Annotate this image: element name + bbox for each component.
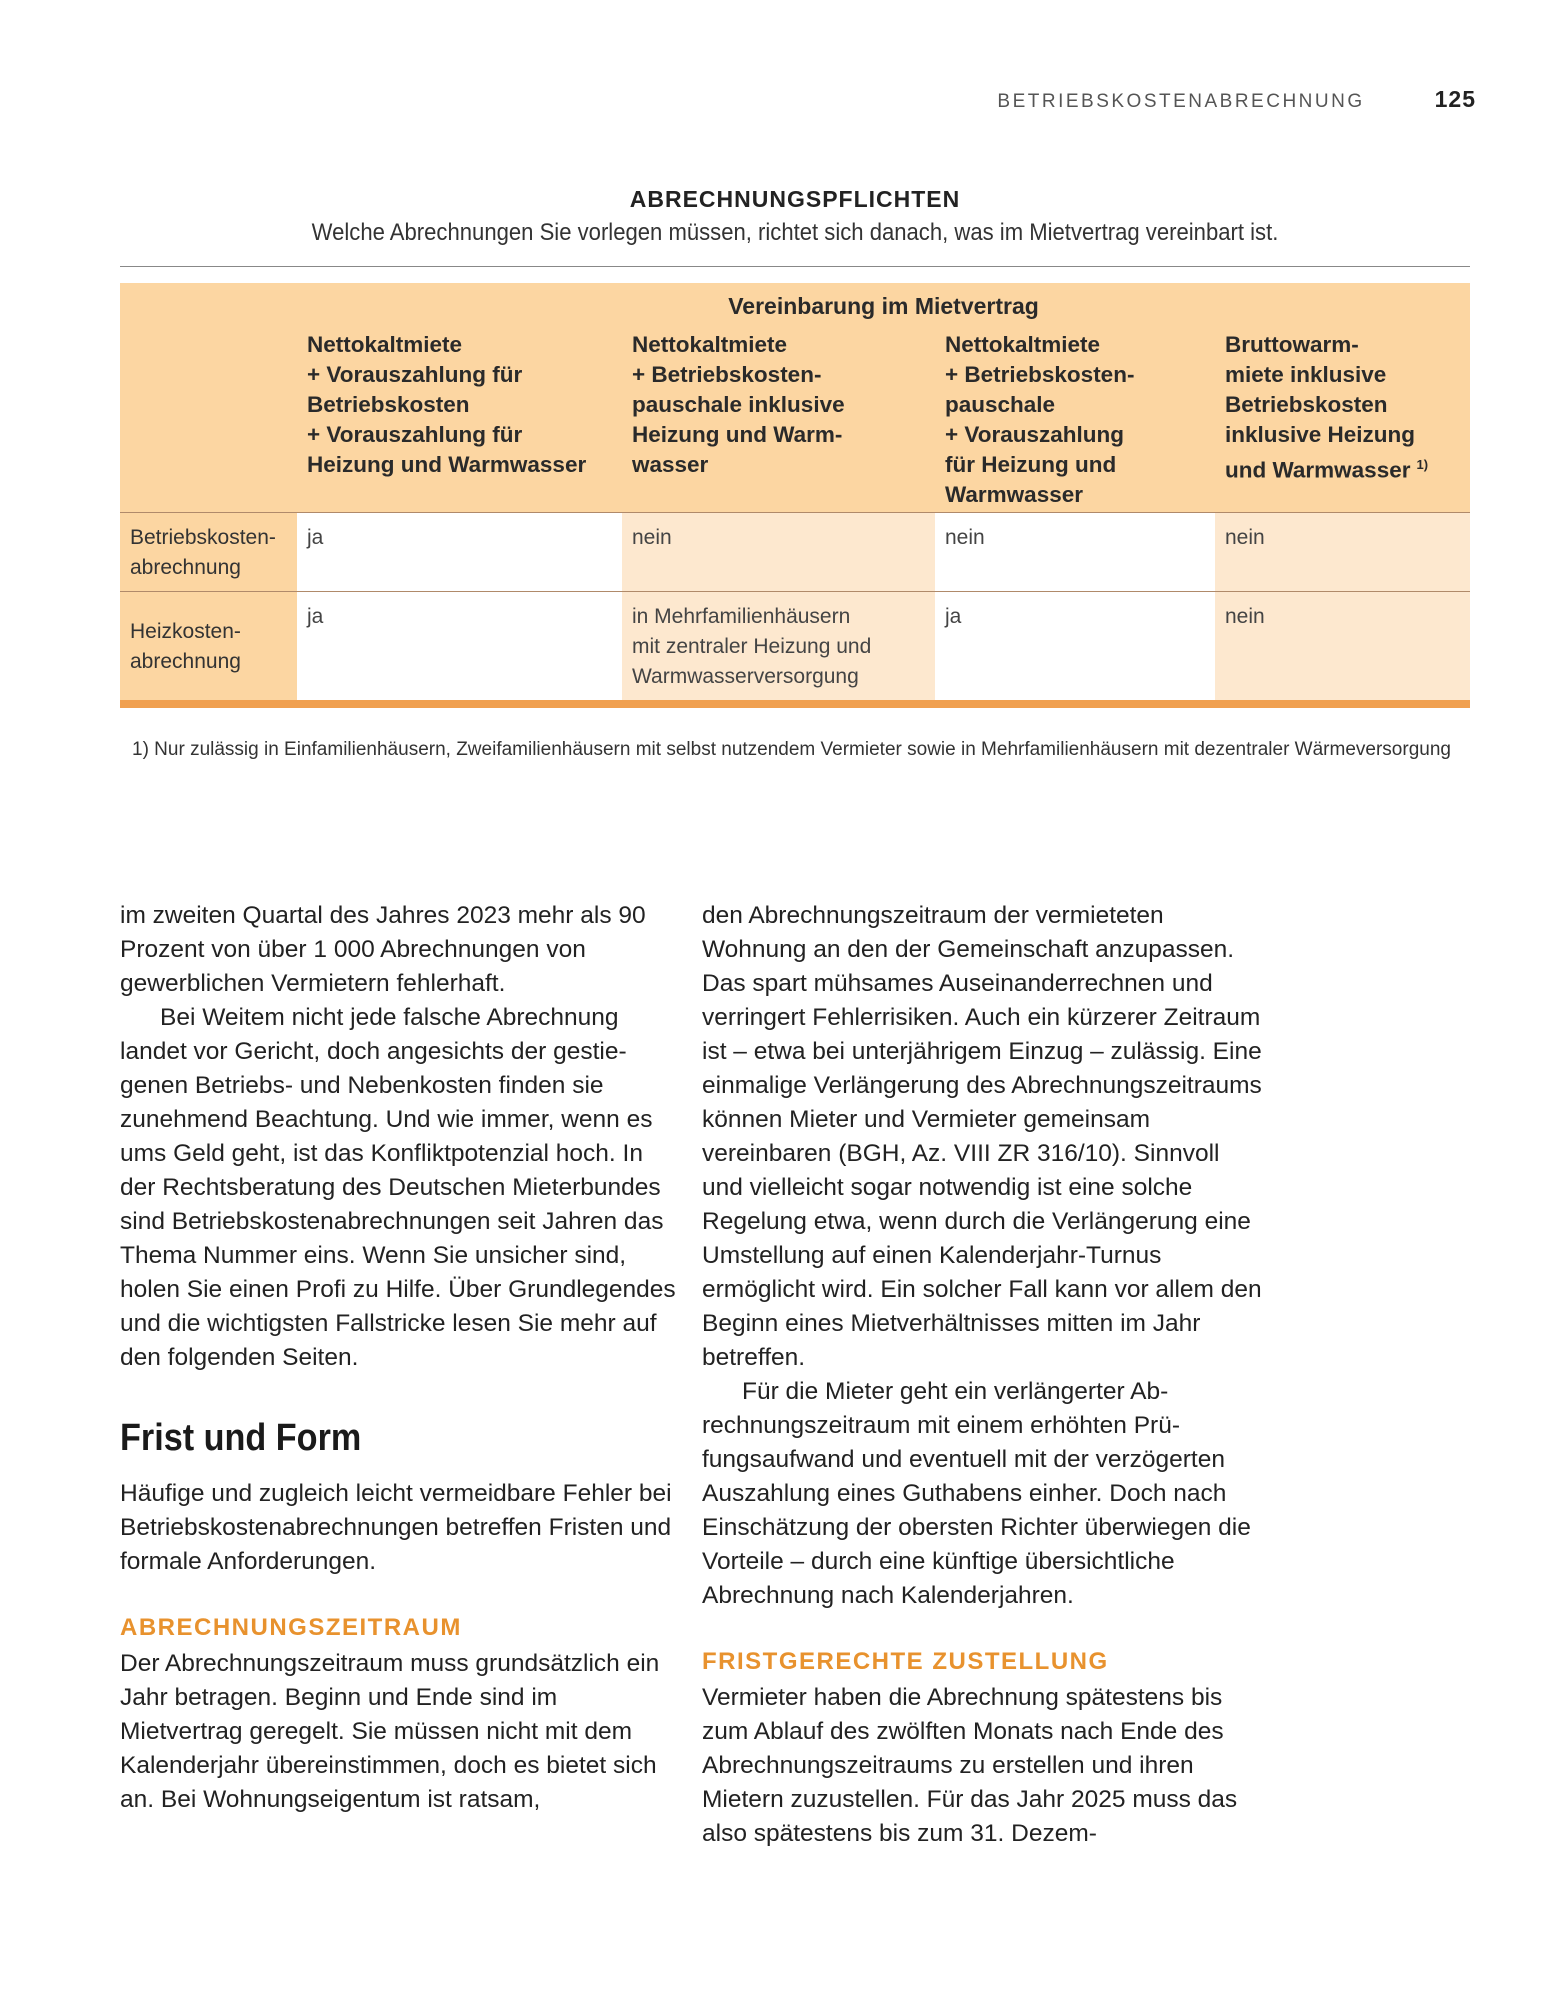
table-cell: nein [622,513,935,592]
subheading: ABRECHNUNGSZEITRAUM [120,1614,462,1641]
paragraph: im zweiten Quartal des Jahres 2023 mehr als 90 Prozent von über 1 000 Abrechnungen von gewerblichen Vermietern fehlerhaft. [120,902,646,997]
column-header: Nettokaltmiete + Betriebskosten- pauschale + Vorauszahlung für Heizung und Warmwasser [935,326,1215,513]
table-cell: ja [297,513,622,592]
right-column [702,899,1262,1851]
section-heading: Frist und Form [120,1417,362,1459]
column-header: Bruttowarm- miete inklusive Betriebskosten inklusive Heizung und Warmwasser $^{1)}$ [1215,326,1470,513]
row-label: Heizkosten- abrechnung [120,592,297,701]
paragraph: Der Abrechnungszeitraum muss grundsätzlich ein Jahr betragen. Beginn und Ende sind im Mietvertrag geregelt. Sie müssen nicht mit dem Kalenderjahr übereinstimmen, doch es bietet sich an. Bei Wohnungseigentum ist ratsam, [120,1650,660,1813]
paragraph: den Abrechnungszeitraum der vermieteten Wohnung an den der Gemeinschaft anzupassen. Das spart mühsames Auseinanderrechnen und verringert Fehlerrisiken. Auch ein kürzerer Zeitraum ist – etwa bei unterjährigem Einzug – zulässig. Eine einmalige Verlängerung des Abrechnungszeitraums können Mieter und Vermieter gemeinsam vereinbaren (BGH, Az. VIII ZR 316/10). Sinnvoll und vielleicht sogar notwendig ist eine solche Regelung etwa, wenn durch die Verlängerung eine Umstellung auf einen Kalenderjahr-Turnus ermöglicht wird. Ein solcher Fall kann vor allem den Beginn eines Mietverhältnisses mitten im Jahr betreffen. [702,902,1262,1371]
page-number: 125 [1434,86,1476,112]
table-corner [120,283,297,326]
table-row [120,513,1470,592]
row-label: Betriebskosten- abrechnung [120,513,297,592]
table-group-header: Vereinbarung im Mietvertrag [297,283,1470,326]
table-footnote: 1) Nur zulässig in Einfamilienhäusern, Zweifamilienhäusern mit selbst nutzendem Vermieter sowie in Mehrfamilienhäusern mit dezentraler Wärmeversorgung [132,739,1451,760]
table-cell: ja [935,592,1215,701]
paragraph: Bei Weitem nicht jede falsche Abrechnung landet vor Gericht, doch angesichts der gestiegenen Betriebs- und Nebenkosten finden sie zunehmend Beachtung. Und wie immer, wenn es ums Geld geht, ist das Konfliktpotenzial hoch. In der Rechtsberatung des Deutschen Mieterbundes sind Betriebskostenabrechnungen seit Jahren das Thema Nummer eins. Wenn Sie unsicher sind, holen Sie einen Profi zu Hilfe. Über Grundlegendes und die wichtigsten Fallstricke lesen Sie mehr auf den folgenden Seiten. [120,1004,676,1371]
footnote-mark: 1) [1416,457,1429,472]
table-bottom-rule [120,700,1470,708]
running-head [997,86,1476,113]
box-title: ABRECHNUNGSPFLICHTEN [629,186,961,212]
table-cell: in Mehrfamilienhäusern mit zentraler Heizung und Warmwasserversorgung [622,592,935,701]
paragraph: Für die Mieter geht ein verlängerter Abrechnungszeitraum mit einem erhöhten Prüfungsaufwand und eventuell mit der verzögerten Auszahlung eines Guthabens einher. Doch nach Einschätzung der obersten Richter überwiegen die Vorteile – durch eine künftige übersichtliche Abrechnung nach Kalenderjahren. [702,1378,1251,1609]
box-subtitle: Welche Abrechnungen Sie vorlegen müssen, richtet sich danach, was im Mietvertrag vereinbart ist. [311,219,1279,246]
obligations-table [120,283,1470,708]
table-cell: nein [1215,592,1470,701]
subheading: FRISTGERECHTE ZUSTELLUNG [702,1648,1109,1675]
left-column [120,899,680,1817]
box-divider [120,266,1470,267]
box-heading [120,186,1470,247]
table-corner-lower [120,326,297,513]
section-intro: Häufige und zugleich leicht vermeidbare Fehler bei Betriebskostenabrechnungen betreffen Fristen und formale Anforderungen. [120,1480,672,1575]
running-title: BETRIEBSKOSTENABRECHNUNG [997,91,1365,112]
table-cell: nein [1215,513,1470,592]
table-cell: nein [935,513,1215,592]
table-cell: ja [297,592,622,701]
column-header: Nettokaltmiete + Vorauszahlung für Betriebskosten + Vorauszahlung für Heizung und Warmwasser [297,326,622,513]
table-row [120,592,1470,701]
paragraph: Vermieter haben die Abrechnung spätestens bis zum Ablauf des zwölften Monats nach Ende des Abrechnungszeitraums zu erstellen und ihren Mietern zuzustellen. Für das Jahr 2025 muss das also spätestens bis zum 31. Dezem- [702,1684,1238,1847]
column-header: Nettokaltmiete + Betriebskosten- pauschale inklusive Heizung und Warm- wasser [622,326,935,513]
